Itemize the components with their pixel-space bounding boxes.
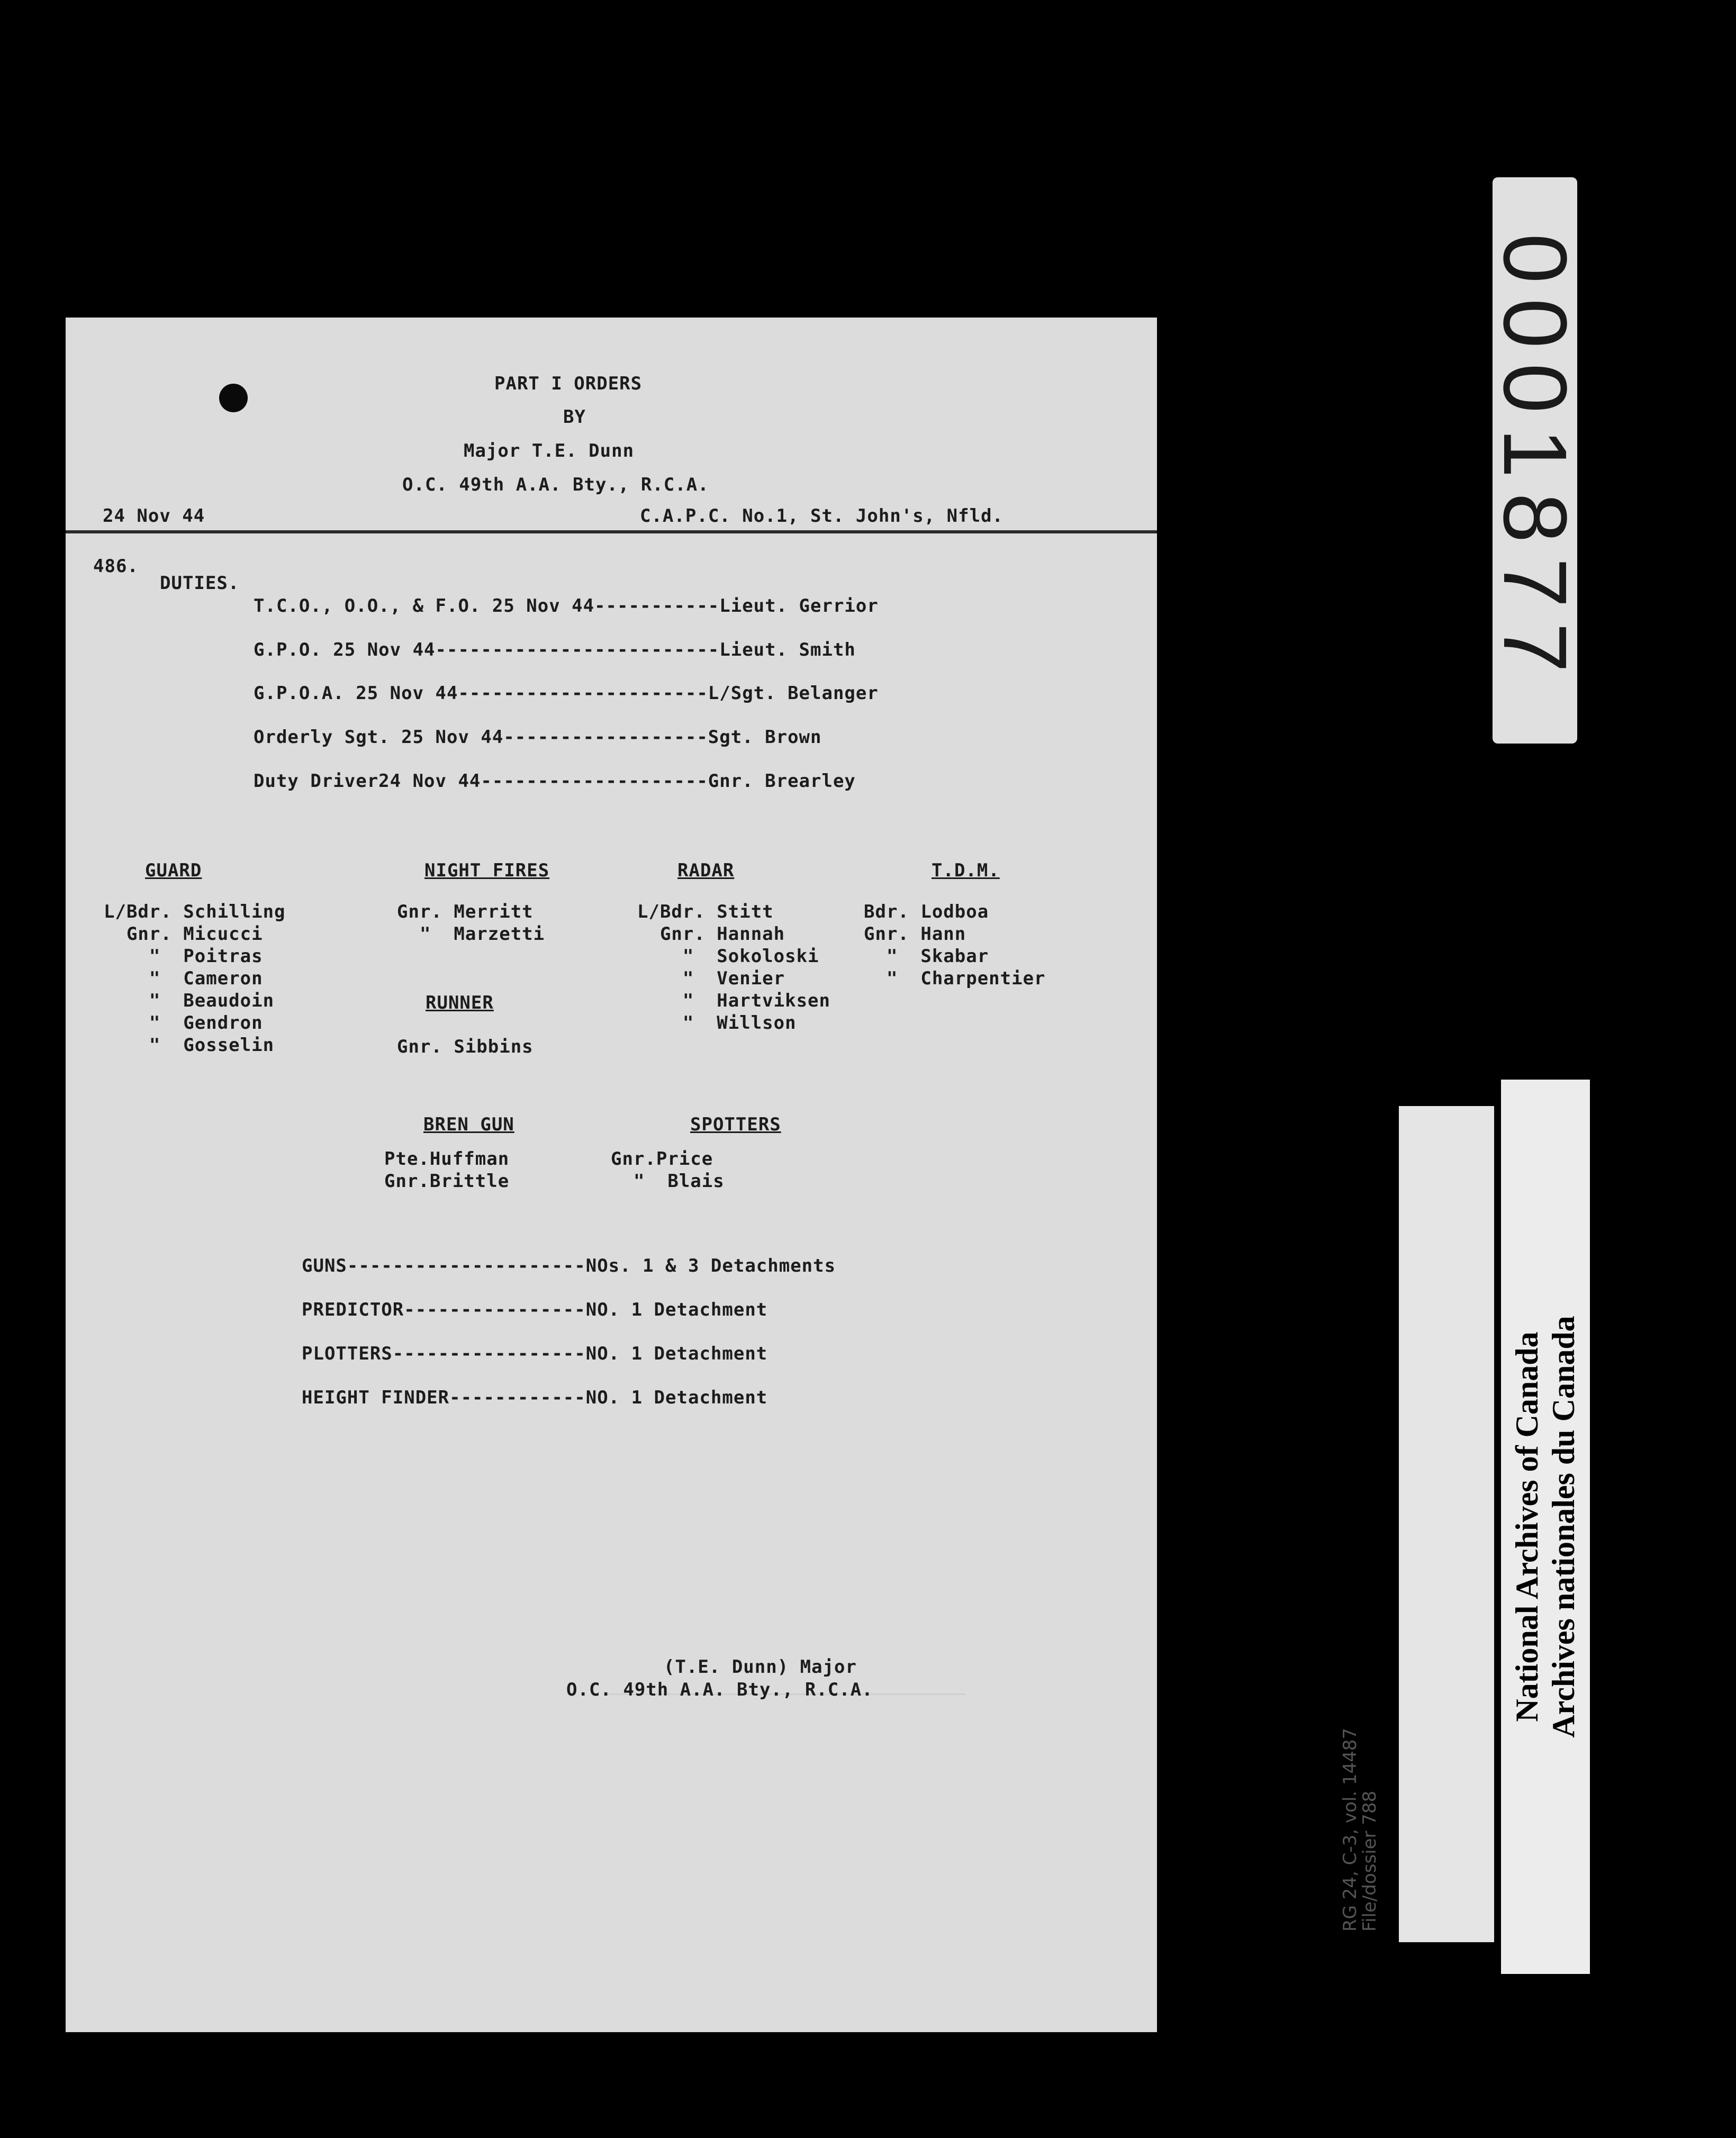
tdm-line: Gnr. Hann [864, 923, 966, 945]
order-document [66, 318, 1157, 2032]
radar-line: " Sokoloski [637, 946, 819, 967]
order-date: 24 Nov 44 [103, 505, 205, 527]
guard-line: " Cameron [104, 968, 263, 989]
header-rule [66, 530, 1157, 533]
spotters-line: " Blais [611, 1171, 725, 1192]
duty-line: T.C.O., O.O., & F.O. 25 Nov 44-----------Lieut. Gerrior [254, 595, 879, 617]
spotters-line: Gnr.Price [611, 1148, 713, 1170]
duty-line: G.P.O.A. 25 Nov 44----------------------L/Sgt. Belanger [254, 683, 879, 704]
tdm-title: T.D.M. [932, 860, 1000, 881]
radar-line: Gnr. Hannah [637, 923, 785, 945]
detail-line: GUNS---------------------NOs. 1 & 3 Detachments [302, 1255, 836, 1276]
frame-number-tab [1485, 177, 1585, 744]
radar-title: RADAR [677, 860, 735, 881]
detail-line: HEIGHT FINDER------------NO. 1 Detachment [302, 1387, 768, 1408]
bren-gun-title: BREN GUN [423, 1114, 514, 1135]
frame-number: 0001877 [1485, 233, 1585, 687]
order-place: C.A.P.C. No.1, St. John's, Nfld. [640, 505, 1004, 527]
night-fires-line: " Marzetti [397, 923, 545, 945]
radar-line: " Hartviksen [637, 990, 830, 1011]
archive-label-en: National Archives of Canada [1509, 1331, 1544, 1722]
order-number: 486. [93, 556, 139, 577]
duty-line: Duty Driver24 Nov 44--------------------Gnr. Brearley [254, 771, 856, 792]
duties-title: DUTIES. [160, 573, 240, 594]
night-fires-title: NIGHT FIRES [424, 860, 550, 881]
night-fires-line: Gnr. Merritt [397, 901, 534, 922]
duty-line: Orderly Sgt. 25 Nov 44------------------Sgt. Brown [254, 727, 822, 748]
spotters-title: SPOTTERS [690, 1114, 781, 1135]
duty-line: G.P.O. 25 Nov 44-------------------------Lieut. Smith [254, 639, 856, 660]
archive-label-strip [1501, 1080, 1590, 1974]
archive-label-fr: Archives nationales du Canada [1546, 1316, 1581, 1738]
detail-line: PREDICTOR----------------NO. 1 Detachment [302, 1299, 768, 1320]
guard-line: " Gosselin [104, 1035, 275, 1056]
signature-name: (T.E. Dunn) Major [664, 1656, 857, 1678]
signature-title: O.C. 49th A.A. Bty., R.C.A. [566, 1679, 873, 1700]
tdm-line: Bdr. Lodboa [864, 901, 989, 922]
archive-ref-line: RG 24, C-3, vol. 14487 [1340, 1727, 1361, 1932]
radar-line: L/Bdr. Stitt [637, 901, 774, 922]
runner-title: RUNNER [426, 992, 494, 1013]
tdm-line: " Skabar [864, 946, 989, 967]
guard-line: " Gendron [104, 1012, 263, 1034]
header-by: BY [563, 406, 586, 428]
archive-reference-strip [1340, 1106, 1494, 1942]
runner-line: Gnr. Sibbins [397, 1036, 534, 1057]
guard-title: GUARD [145, 860, 202, 881]
header-title: PART I ORDERS [494, 373, 643, 394]
header-unit: O.C. 49th A.A. Bty., R.C.A. [402, 474, 709, 495]
bren-gun-line: Pte.Huffman [384, 1148, 510, 1170]
guard-line: Gnr. Micucci [104, 923, 263, 945]
radar-line: " Venier [637, 968, 785, 989]
radar-line: " Willson [637, 1012, 797, 1034]
tdm-line: " Charpentier [864, 968, 1046, 989]
guard-line: " Beaudoin [104, 990, 275, 1011]
guard-line: L/Bdr. Schilling [104, 901, 286, 922]
detail-line: PLOTTERS-----------------NO. 1 Detachment [302, 1343, 768, 1364]
bren-gun-line: Gnr.Brittle [384, 1171, 510, 1192]
punch-hole [219, 384, 248, 412]
guard-line: " Poitras [104, 946, 263, 967]
header-officer: Major T.E. Dunn [464, 440, 635, 461]
archive-ref-line: File/dossier 788 [1359, 1790, 1381, 1932]
